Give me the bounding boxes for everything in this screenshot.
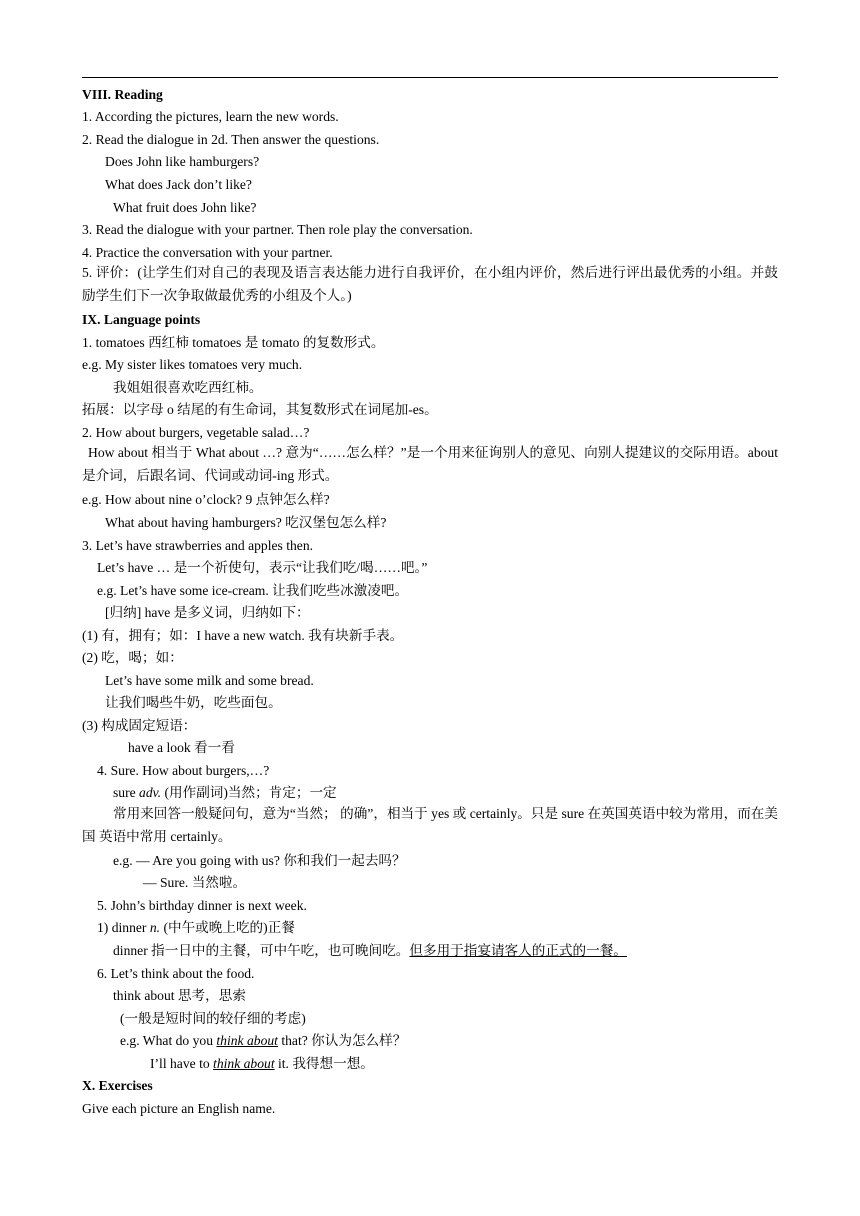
- reading-question-1: Does John like hamburgers?: [105, 154, 260, 169]
- top-rule: [82, 77, 778, 78]
- point-3-meaning-3: (3) 构成固定短语：: [82, 718, 197, 733]
- point-3-meaning-1: (1) 有，拥有；如：I have a new watch. 我有块新手表。: [82, 628, 404, 643]
- point-6-example-2-end: it. 我得想一想。: [274, 1056, 374, 1071]
- reading-question-2: What does Jack don’t like?: [105, 177, 252, 192]
- exercise-instruction: Give each picture an English name.: [82, 1101, 276, 1116]
- point-6-example-1-end: that? 你认为怎么样？: [277, 1033, 407, 1048]
- point-4-meaning: (用作副词)当然；肯定；一定: [161, 785, 337, 800]
- point-3-summary: [归纳] have 是多义词，归纳如下：: [105, 605, 310, 620]
- point-2-title: 2. How about burgers, vegetable salad…?: [82, 425, 310, 440]
- point-1-title: 1. tomatoes 西红柿 tomatoes 是 tomato 的复数形式。: [82, 335, 385, 350]
- point-3-meaning-2-chinese: 让我们喝些牛奶，吃些面包。: [105, 695, 282, 710]
- point-6-example-2-phrase: think about: [213, 1056, 275, 1071]
- point-4-example-1: e.g. — Are you going with us? 你和我们一起去吗？: [113, 853, 406, 868]
- reading-item-1: 1. According the pictures, learn the new words.: [82, 109, 339, 124]
- point-1-example: e.g. My sister likes tomatoes very much.: [82, 357, 303, 372]
- reading-item-3: 3. Read the dialogue with your partner. Then role play the conversation.: [82, 222, 473, 237]
- point-6-example-1: [120, 1032, 406, 1050]
- point-5-definition: [97, 919, 295, 937]
- section-heading-exercises: X. Exercises: [82, 1078, 153, 1093]
- point-5-description: [113, 942, 633, 960]
- point-6-note: (一般是短时间的较仔细的考虑): [120, 1011, 306, 1026]
- point-4-example-2: — Sure. 当然啦。: [143, 875, 247, 890]
- point-4-definition: [113, 784, 337, 802]
- point-2-example-2: What about having hamburgers? 吃汉堡包怎么样?: [105, 515, 387, 530]
- point-6-example-1-start: e.g. What do you: [120, 1033, 217, 1048]
- point-3-title: 3. Let’s have strawberries and apples then.: [82, 538, 314, 553]
- point-2-description: How about 相当于 What about …? 意为“……怎么样？”是一个用来征询别人的意见、向别人提建议的交际用语。about 是介词，后跟名词、代词或动词-ing 形式。: [82, 445, 778, 483]
- point-2-example-1: e.g. How about nine o’clock? 9 点钟怎么样?: [82, 492, 330, 507]
- point-4-part-of-speech: adv.: [139, 785, 162, 800]
- point-5-word: 1) dinner: [97, 920, 150, 935]
- point-6-example-2: [150, 1055, 374, 1073]
- point-1-translation: 我姐姐很喜欢吃西红柿。: [113, 380, 263, 395]
- point-4-title: 4. Sure. How about burgers,…?: [97, 763, 270, 778]
- point-5-meaning: (中午或晚上吃的)正餐: [160, 920, 295, 935]
- reading-item-2: 2. Read the dialogue in 2d. Then answer the questions.: [82, 132, 380, 147]
- section-heading-reading: VIII. Reading: [82, 87, 163, 102]
- point-6-example-1-phrase: think about: [216, 1033, 278, 1048]
- point-3-phrase: have a look 看一看: [128, 740, 235, 755]
- point-6-title: 6. Let’s think about the food.: [97, 966, 255, 981]
- point-3-example: e.g. Let’s have some ice-cream. 让我们吃些冰激凌吧。: [97, 583, 409, 598]
- reading-item-4: 4. Practice the conversation with your partner.: [82, 245, 333, 260]
- point-1-extension: 拓展：以字母 o 结尾的有生命词，其复数形式在词尾加-es。: [82, 402, 438, 417]
- point-4-description: 常用来回答一般疑问句，意为“当然； 的确”，相当于 yes 或 certainly。只是 sure 在英国英语中较为常用，而在美国 英语中常用 certainly。: [82, 806, 778, 844]
- point-3-description: Let’s have … 是一个祈使句，表示“让我们吃/喝……吧。”: [97, 560, 428, 575]
- point-3-meaning-2: (2) 吃，喝；如：: [82, 650, 183, 665]
- reading-item-5: 5. 评价：(让学生们对自己的表现及语言表达能力进行自我评价，在小组内评价，然后进行评出最优秀的小组。并鼓励学生们下一次争取做最优秀的小组及个人。): [82, 265, 778, 303]
- point-3-meaning-2-english: Let’s have some milk and some bread.: [105, 673, 314, 688]
- point-6-example-2-start: I’ll have to: [150, 1056, 214, 1071]
- reading-question-3: What fruit does John like?: [113, 200, 257, 215]
- point-6-phrase: think about 思考，思索: [113, 988, 246, 1003]
- point-5-description-text: dinner 指一日中的主餐，可中午吃，也可晚间吃。: [113, 943, 410, 958]
- point-5-part-of-speech: n.: [149, 920, 161, 935]
- point-4-word: sure: [113, 785, 140, 800]
- section-heading-language-points: IX. Language points: [82, 312, 201, 327]
- point-5-description-underlined: 但多用于指宴请客人的正式的一餐。: [409, 943, 627, 958]
- point-5-title: 5. John’s birthday dinner is next week.: [97, 898, 307, 913]
